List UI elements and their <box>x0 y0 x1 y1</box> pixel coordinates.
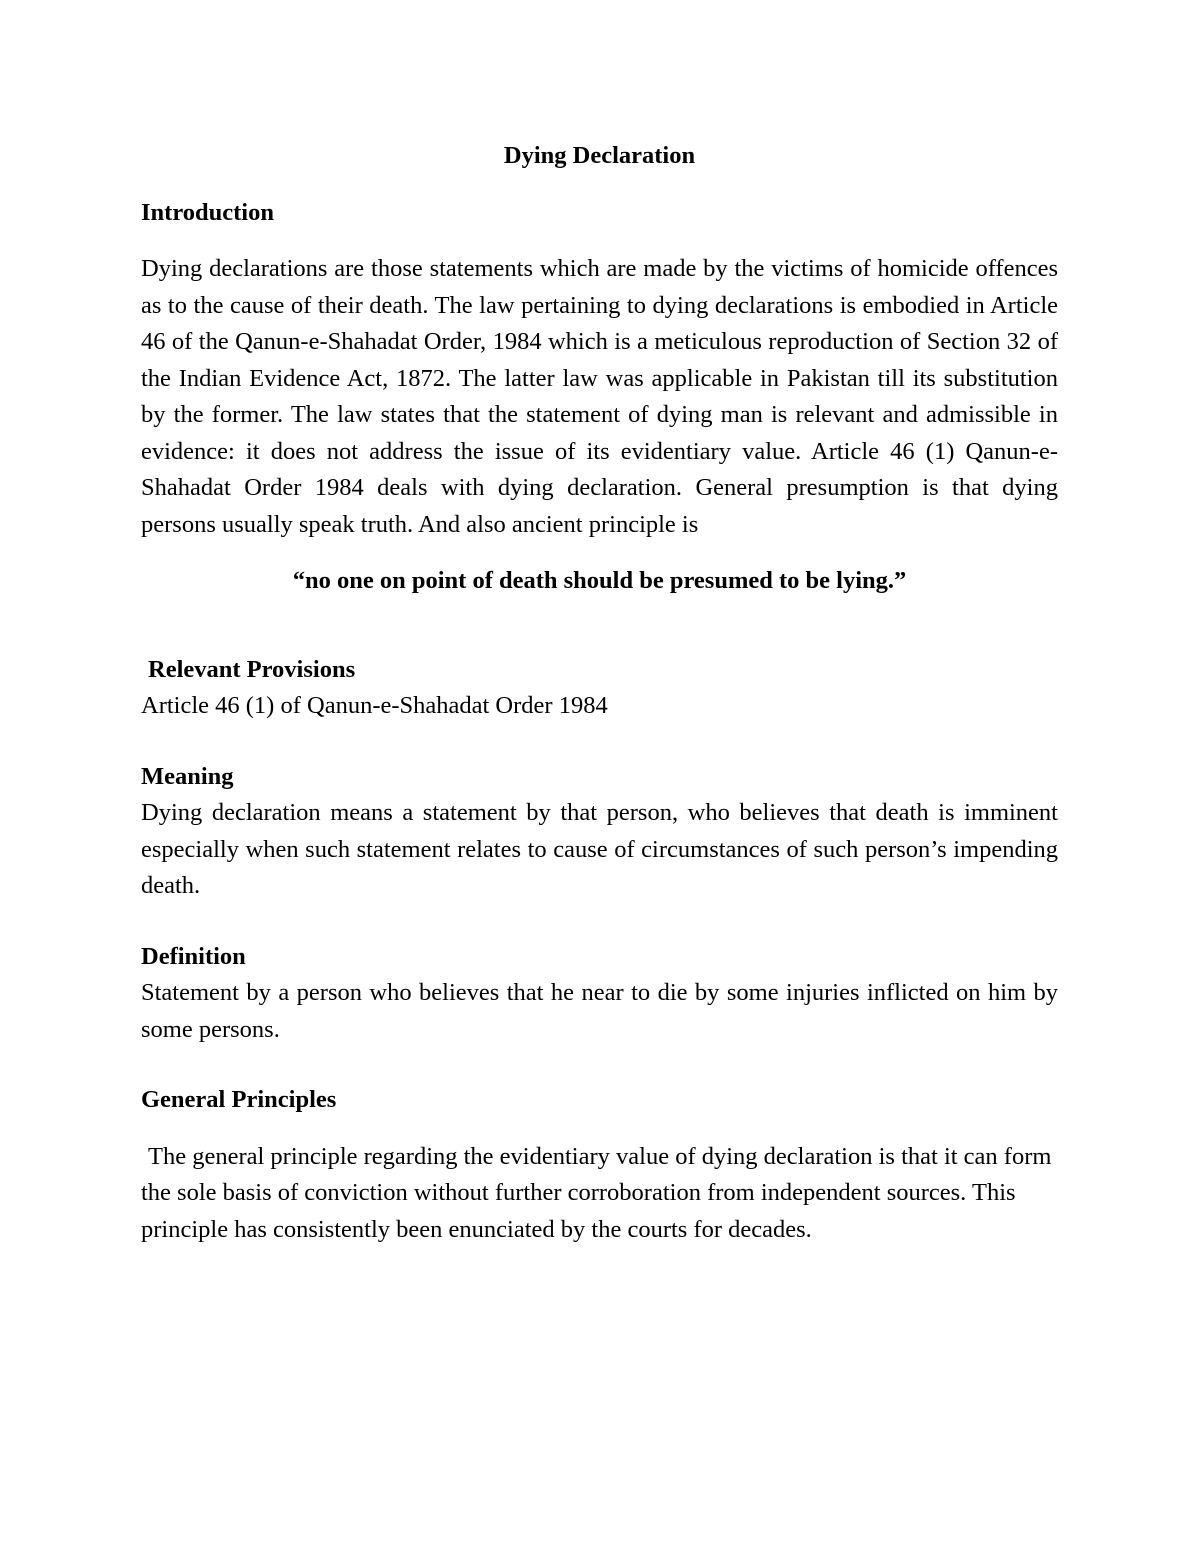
meaning-paragraph: Dying declaration means a statement by that person, who believes that death is imminent especially when such statement relates to cause of circumstances of such person’s impending death. <box>141 799 1058 899</box>
general-principles-paragraph: The general principle regarding the evidentiary value of dying declaration is that it can form the sole basis of conviction without further corroboration from independent sources. This principle has consistently been enunciated by the courts for decades. <box>141 1142 1052 1243</box>
definition-paragraph: Statement by a person who believes that he near to die by some injuries inflicted on him by some persons. <box>141 979 1058 1043</box>
meaning-heading: Meaning <box>141 762 234 790</box>
relevant-provisions-heading: Relevant Provisions <box>148 655 356 683</box>
document-body <box>141 138 1058 1248</box>
introduction-quote: “no one on point of death should be presumed to be lying.” <box>292 567 907 594</box>
definition-heading: Definition <box>141 942 246 970</box>
introduction-heading: Introduction <box>141 198 274 226</box>
document-title: Dying Declaration <box>503 142 696 169</box>
general-principles-heading: General Principles <box>141 1086 337 1113</box>
introduction-paragraph: Dying declarations are those statements which are made by the victims of homicide offences as to the cause of their death. The law pertaining to dying declarations is embodied in Article 46 of the Qanun-e-Shahadat Order, 1984 which is a meticulous reproduction of Section 32 of the Indian Evidence Act, 1872. The latter law was applicable in Pakistan till its substitution by the former. The law states that the statement of dying man is relevant and admissible in evidence: it does not address the issue of its evidentiary value. Article 46 (1) Qanun-e-Shahadat Order 1984 deals with dying declaration. General presumption is that dying persons usually speak truth. And also ancient principle is <box>141 255 1058 538</box>
relevant-provisions-text: Article 46 (1) of Qanun-e-Shahadat Order 1984 <box>141 692 608 719</box>
